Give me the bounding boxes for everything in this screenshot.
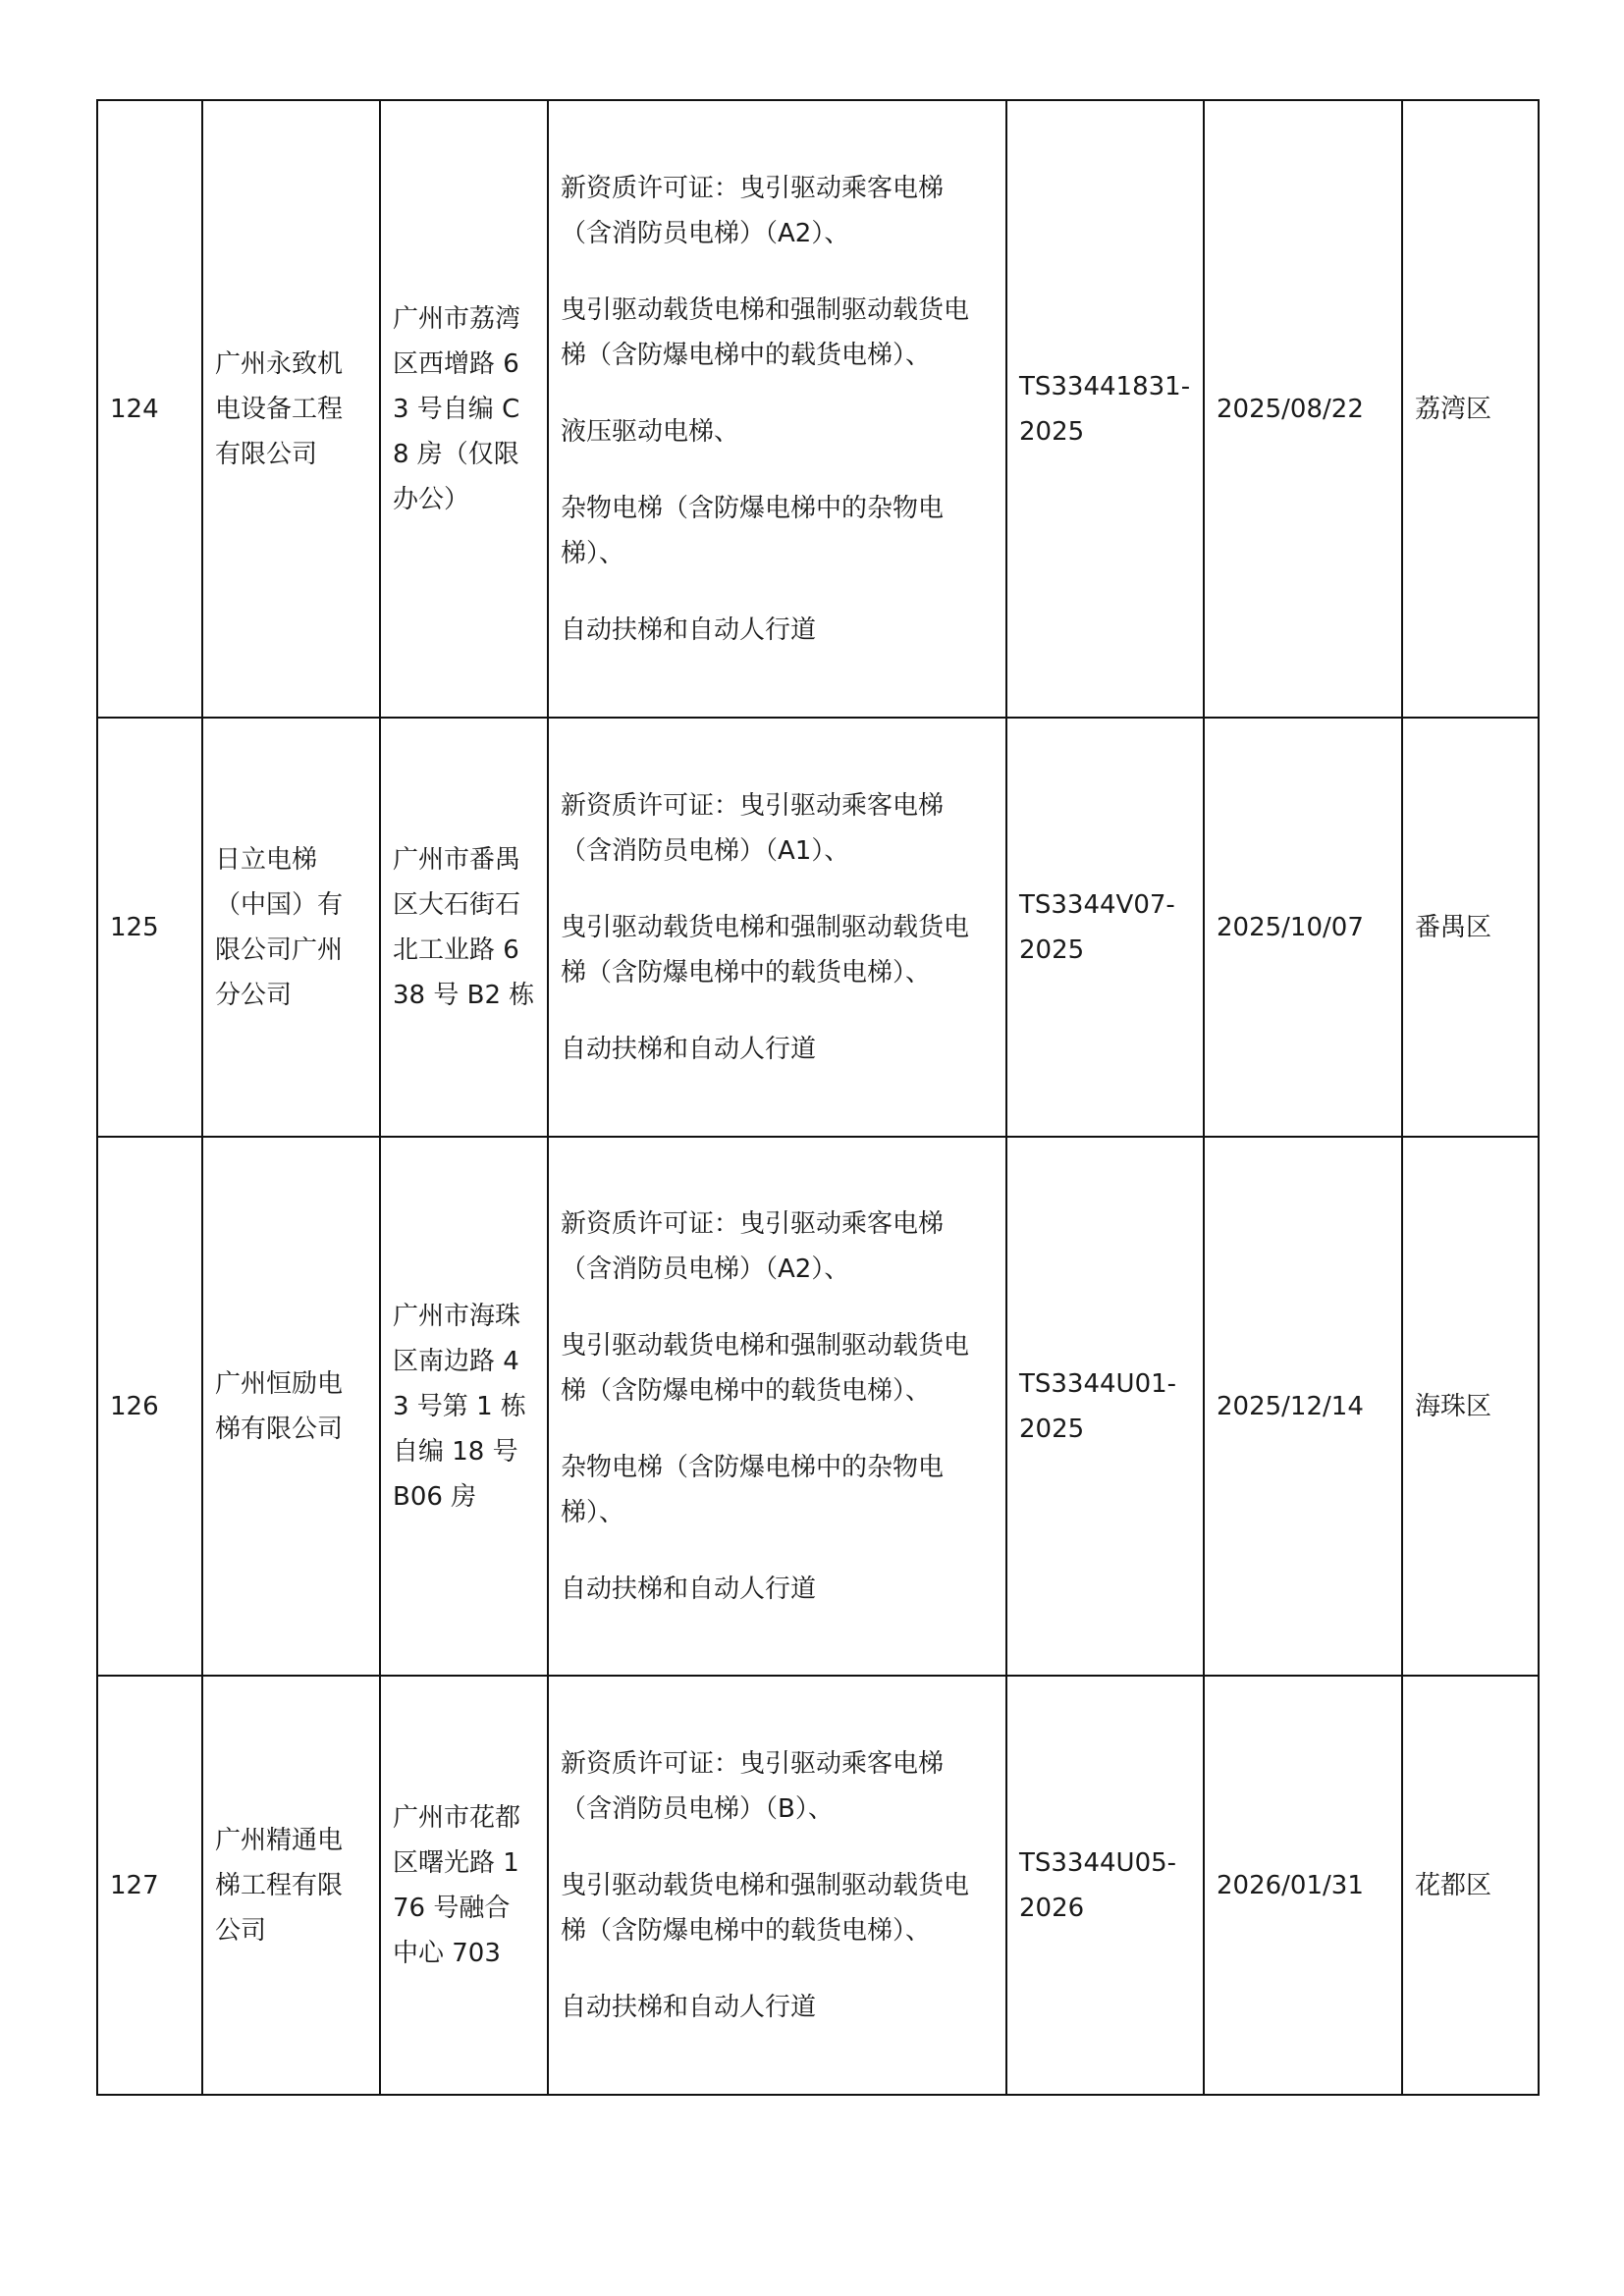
table-row bbox=[97, 1137, 1539, 1676]
company-address: 广州市海珠区南边路 43 号第 1 栋自编 18 号 B06 房 bbox=[380, 1137, 548, 1676]
company-name: 广州精通电梯工程有限公司 bbox=[202, 1676, 380, 2095]
scope-item: 液压驱动电梯、 bbox=[561, 416, 740, 447]
district: 荔湾区 bbox=[1402, 100, 1539, 718]
scope-item: 曳引驱动载货电梯和强制驱动载货电梯（含防爆电梯中的载货电梯）、 bbox=[561, 912, 970, 988]
scope-item: 曳引驱动载货电梯和强制驱动载货电梯（含防爆电梯中的载货电梯）、 bbox=[561, 1870, 970, 1946]
certificate-number: TS3344U05-2026 bbox=[1006, 1676, 1204, 2095]
company-name: 广州恒励电梯有限公司 bbox=[202, 1137, 380, 1676]
scope-item: 杂物电梯（含防爆电梯中的杂物电梯）、 bbox=[561, 493, 945, 568]
company-address: 广州市荔湾区西增路 63 号自编 C8 房（仅限办公） bbox=[380, 100, 548, 718]
permit-scope bbox=[548, 1676, 1006, 2095]
company-name: 日立电梯（中国）有限公司广州分公司 bbox=[202, 718, 380, 1137]
row-number: 125 bbox=[97, 718, 202, 1137]
scope-item: 自动扶梯和自动人行道 bbox=[561, 1992, 817, 2022]
expiry-date: 2025/10/07 bbox=[1204, 718, 1402, 1137]
scope-item: 曳引驱动载货电梯和强制驱动载货电梯（含防爆电梯中的载货电梯）、 bbox=[561, 1330, 970, 1406]
expiry-date: 2025/12/14 bbox=[1204, 1137, 1402, 1676]
scope-item: 自动扶梯和自动人行道 bbox=[561, 614, 817, 645]
row-number: 127 bbox=[97, 1676, 202, 2095]
scope-item: 自动扶梯和自动人行道 bbox=[561, 1034, 817, 1064]
permit-scope bbox=[548, 718, 1006, 1137]
permit-scope bbox=[548, 100, 1006, 718]
company-name: 广州永致机电设备工程有限公司 bbox=[202, 100, 380, 718]
scope-item: 新资质许可证：曳引驱动乘客电梯（含消防员电梯）（A2）、 bbox=[561, 1208, 945, 1284]
scope-item: 曳引驱动载货电梯和强制驱动载货电梯（含防爆电梯中的载货电梯）、 bbox=[561, 294, 970, 370]
scope-item: 杂物电梯（含防爆电梯中的杂物电梯）、 bbox=[561, 1452, 945, 1527]
table-row bbox=[97, 718, 1539, 1137]
scope-item: 新资质许可证：曳引驱动乘客电梯（含消防员电梯）（A2）、 bbox=[561, 173, 945, 248]
scope-item: 新资质许可证：曳引驱动乘客电梯（含消防员电梯）（B）、 bbox=[561, 1748, 945, 1824]
expiry-date: 2026/01/31 bbox=[1204, 1676, 1402, 2095]
certificate-number: TS33441831-2025 bbox=[1006, 100, 1204, 718]
table-row bbox=[97, 100, 1539, 718]
table-row bbox=[97, 1676, 1539, 2095]
district: 海珠区 bbox=[1402, 1137, 1539, 1676]
company-address: 广州市花都区曙光路 176 号融合中心 703 bbox=[380, 1676, 548, 2095]
company-address: 广州市番禺区大石街石北工业路 638 号 B2 栋 bbox=[380, 718, 548, 1137]
expiry-date: 2025/08/22 bbox=[1204, 100, 1402, 718]
row-number: 126 bbox=[97, 1137, 202, 1676]
elevator-permit-table bbox=[96, 99, 1540, 2096]
district: 番禺区 bbox=[1402, 718, 1539, 1137]
row-number: 124 bbox=[97, 100, 202, 718]
certificate-number: TS3344V07-2025 bbox=[1006, 718, 1204, 1137]
district: 花都区 bbox=[1402, 1676, 1539, 2095]
scope-item: 新资质许可证：曳引驱动乘客电梯（含消防员电梯）（A1）、 bbox=[561, 790, 945, 866]
permit-scope bbox=[548, 1137, 1006, 1676]
certificate-number: TS3344U01-2025 bbox=[1006, 1137, 1204, 1676]
scope-item: 自动扶梯和自动人行道 bbox=[561, 1574, 817, 1604]
